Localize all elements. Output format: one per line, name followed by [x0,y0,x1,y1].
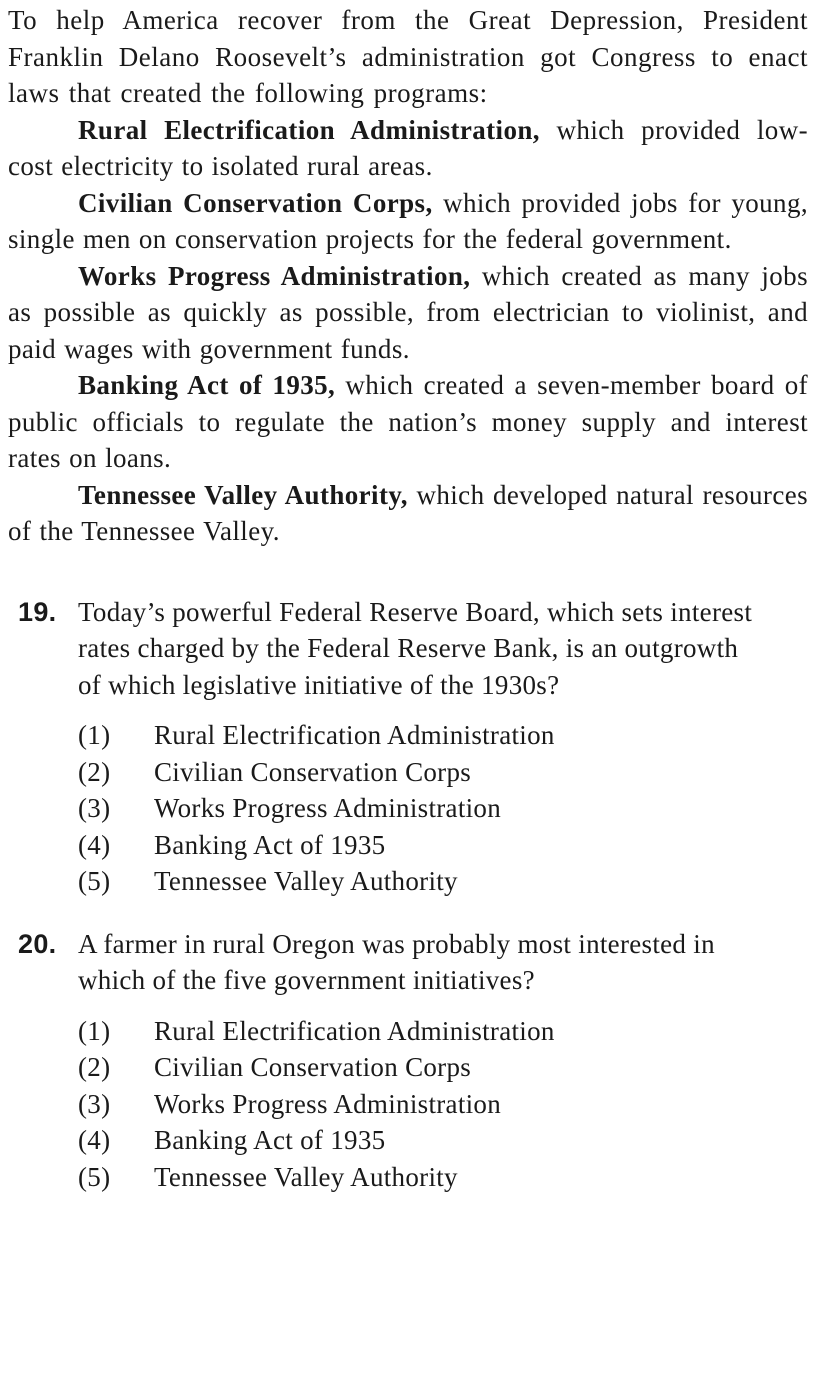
option-text: Tennessee Valley Authority [154,866,458,896]
document-page [8,0,808,1195]
program-entry [8,367,808,477]
program-entry [8,477,808,550]
option-number: (3) [78,793,111,823]
answer-option[interactable] [78,790,808,827]
answer-option[interactable] [78,1159,808,1196]
question-text: A farmer in rural Oregon was probably most interested in which of the five government initiatives? [78,928,715,995]
answer-option[interactable] [78,1049,808,1086]
option-number: (5) [78,866,111,896]
option-number: (3) [78,1088,111,1119]
option-number: (1) [78,1015,111,1046]
program-description: which created as many jobs as possible as quickly as possible, from electrician to violinist, and paid wages with government funds. [8,260,808,364]
option-text: Rural Electrification Administration [154,720,555,750]
program-description: which provided jobs for young, single men on conservation projects for the federal government. [8,187,808,254]
program-entry [8,185,808,258]
option-number: (1) [78,720,111,750]
program-list [8,112,808,550]
answer-option[interactable] [78,863,808,900]
answer-option[interactable] [78,1122,808,1159]
option-text: Works Progress Administration [154,793,502,823]
option-text: Tennessee Valley Authority [154,1161,458,1192]
option-number: (2) [78,756,111,787]
intro-paragraph: To help America recover from the Great Depression, President Franklin Delano Roosevelt’s administration got Congress to enact laws that created the following programs: [8,5,808,108]
question-number: 20. [18,928,57,959]
question-text: Today’s powerful Federal Reserve Board, which sets interest rates charged by the Federal Reserve Bank, is an outgrowth of which legislative initiative of the 1930s? [78,596,753,700]
question-20 [8,926,808,1196]
answer-option[interactable] [78,754,808,791]
program-entry [8,258,808,368]
question-number: 19. [18,596,57,627]
program-name: Civilian Conservation Corps, [78,187,433,218]
option-number: (4) [78,1125,111,1155]
option-text: Works Progress Administration [154,1088,502,1119]
option-text: Civilian Conservation Corps [154,756,472,787]
answer-option[interactable] [78,827,808,864]
option-number: (4) [78,829,111,860]
answer-options [78,1013,808,1196]
program-name: Rural Electrification Administration, [78,114,540,145]
option-text: Banking Act of 1935 [154,829,386,860]
program-name: Banking Act of 1935, [78,370,336,400]
answer-option[interactable] [78,1013,808,1050]
answer-option[interactable] [78,717,808,754]
program-name: Works Progress Administration, [78,260,471,291]
program-name: Tennessee Valley Authority, [78,479,408,510]
option-text: Civilian Conservation Corps [154,1052,472,1082]
program-description: which created a seven-member board of public officials to regulate the nation’s money supply and interest rates on loans. [8,370,808,473]
option-text: Banking Act of 1935 [154,1125,386,1155]
answer-options [78,717,808,900]
question-19 [8,594,808,900]
program-description: which provided low-cost electricity to isolated rural areas. [8,114,808,181]
program-entry [8,112,808,185]
program-description: which developed natural resources of the Tennessee Valley. [8,479,808,546]
option-number: (5) [78,1161,111,1192]
option-number: (2) [78,1052,111,1082]
option-text: Rural Electrification Administration [154,1015,555,1046]
answer-option[interactable] [78,1086,808,1123]
